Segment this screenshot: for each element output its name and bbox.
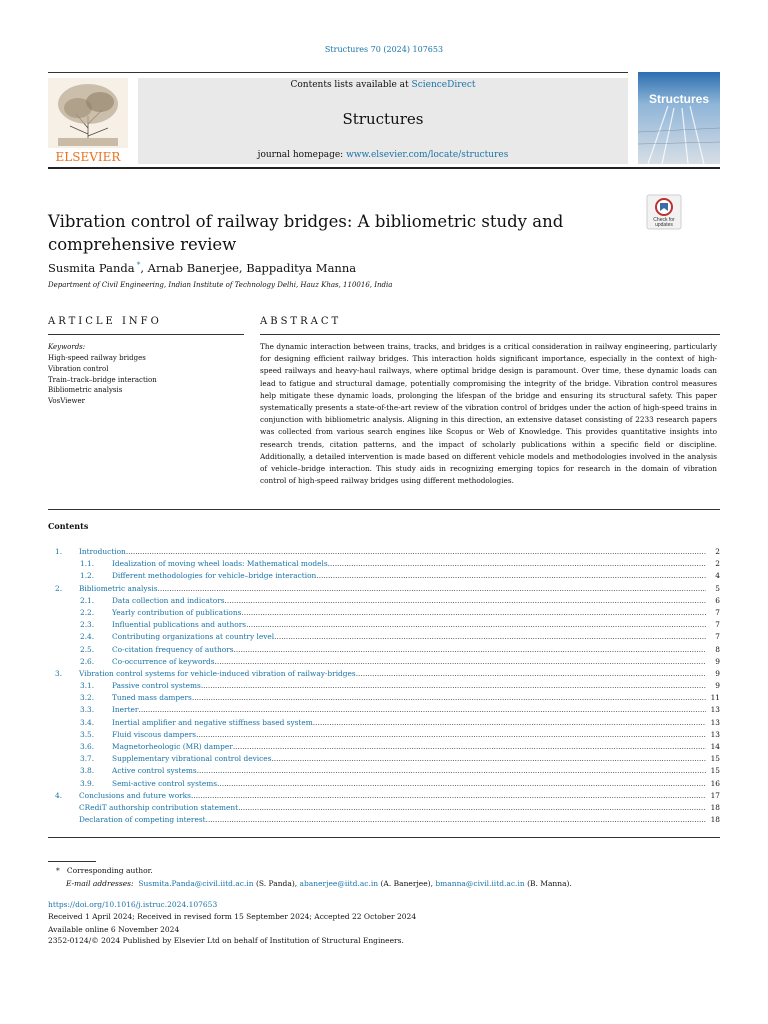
toc-page-number: 18 [710,802,720,812]
toc-page-number: 8 [715,644,720,654]
toc-leader-dots [238,802,706,814]
toc-row[interactable] [48,741,720,753]
header-bottom-rule [48,167,720,169]
toc-row[interactable] [48,717,720,729]
toc-page-number: 13 [710,717,720,727]
doi-link[interactable]: https://doi.org/10.1016/j.istruc.2024.107653 [48,900,218,909]
toc-leader-dots [196,729,706,741]
toc-title-link[interactable]: Yearly contribution of publications [112,607,242,617]
abstract-text: The dynamic interaction between trains, tracks, and bridges is a critical consideration in railway engineering, particularly for designing efficient railway bridges. This interaction holds significant importance, especially in the context of high-speed railways and heavy-haul railways, where optimal bridge design is paramount. Over time, these dynamic loads can lead to fatigue and structural damage, potentially compromising the integrity of the bridge. Vibration control measures help mitigate these dynamic loads, prolonging the lifespan of the bridge and ensuring its structural safety. This paper systematically presents a state-of-the-art review of the vibration control of bridges under the action of high-speed trains in conjunction with bibliometric analysis. Aligning in this direction, an extensive dataset consisting of 2233 research papers was collected from various search engines like Scopus or Web of Knowledge. This provides quantitative insights into research trends, citation patterns, and the impact of scholarly publications within a specific field or discipline. Additionally, a detailed intervention is made based on different vehicle models and methodologies involved in the analysis of vehicle–bridge interaction. This study aids in recognizing emerging topics for research in the domain of vibration control of high-speed railway bridges using different methodologies. [260,342,717,486]
toc-title-link[interactable]: Introduction [79,547,126,556]
toc-number: 2.5. [80,644,95,654]
footnote-rule [48,861,96,862]
toc-row[interactable] [48,765,720,777]
toc-page-number: 9 [715,656,720,666]
toc-row[interactable] [48,644,720,656]
toc-row[interactable] [48,570,720,582]
toc-number: 3.4. [80,717,95,727]
toc-number: 3.7. [80,754,95,764]
toc-number: 3.3. [80,705,95,715]
toc-title-link[interactable]: Bibliometric analysis [79,583,158,593]
toc-bottom-rule [48,837,720,838]
toc-page-number: 7 [715,620,720,630]
homepage-link[interactable]: www.elsevier.com/locate/structures [346,150,509,160]
toc-number: 1.1. [80,559,95,569]
toc-number: 2.3. [80,620,95,630]
toc-row[interactable] [48,607,720,619]
table-of-contents [48,546,720,826]
email-link[interactable]: bmanna@civil.iitd.ac.in [435,879,525,888]
keyword-item: Bibliometric analysis [48,386,123,395]
toc-title-link[interactable]: Vibration control systems for vehicle-induced vibration of railway-bridges [79,668,356,678]
toc-title-link[interactable]: Tuned mass dampers [112,693,192,703]
toc-title-link[interactable]: Different methodologies for vehicle–bridge interaction [112,571,317,581]
toc-page-number: 11 [710,693,720,703]
toc-leader-dots [233,741,706,753]
toc-page-number: 6 [715,595,720,605]
toc-title-link[interactable]: Co-citation frequency of authors [112,644,234,654]
elsevier-logo [48,78,128,164]
check-updates-line2: updates [655,222,673,228]
affiliation: Department of Civil Engineering, Indian Institute of Technology Delhi, Hauz Khas, 110016, India [48,281,393,289]
toc-leader-dots [192,692,706,704]
toc-number: 2.1. [80,595,95,605]
journal-reference[interactable]: Structures 70 (2024) 107653 [324,45,444,54]
toc-row[interactable] [48,692,720,704]
toc-leader-dots [234,644,706,656]
toc-title-link[interactable]: Passive control systems [112,681,201,691]
toc-title-link[interactable]: Fluid viscous dampers [112,729,197,739]
toc-leader-dots [241,607,706,619]
toc-row[interactable] [48,753,720,765]
toc-page-number: 2 [715,547,720,556]
keyword-item: Train–track–bridge interaction [48,375,157,384]
toc-page-number: 16 [710,778,720,788]
toc-page-number: 17 [710,790,720,800]
toc-number: 3.6. [80,742,95,751]
toc-row[interactable] [48,790,720,802]
toc-number: 2.4. [80,632,95,642]
toc-number: 2.6. [80,656,95,666]
journal-name: Structures [342,110,424,128]
toc-title-link[interactable]: Inertial amplifier and negative stiffness based system [112,717,313,727]
toc-leader-dots [126,546,706,558]
toc-page-number: 4 [715,571,720,581]
toc-row[interactable] [48,704,720,716]
toc-leader-dots [328,558,706,570]
toc-title-link[interactable]: Declaration of competing interest [79,815,206,825]
toc-row[interactable] [48,619,720,631]
header-top-rule [48,72,628,73]
toc-number: 3.1. [80,681,95,691]
toc-title-link[interactable]: Supplementary vibrational control devices [112,754,272,764]
corresponding-mark[interactable]: * [134,261,141,270]
toc-page-number: 15 [710,754,720,764]
copyright: 2352-0124/© 2024 Published by Elsevier Ltd on behalf of Institution of Structural Engineers. [48,936,404,945]
article-info-heading: ARTICLE INFO [48,316,162,327]
toc-number: 3.2. [80,693,95,703]
toc-row[interactable] [48,814,720,826]
author-first: Susmita Panda [48,261,135,275]
toc-leader-dots [313,717,706,729]
toc-leader-dots [191,790,706,802]
toc-row[interactable] [48,729,720,741]
contents-available: Contents lists available at ScienceDirect [290,80,476,90]
toc-number: 4. [55,790,63,800]
toc-title-link[interactable]: Magnetorheologic (MR) damper [112,742,233,751]
check-for-updates-icon [646,194,682,230]
abstract-heading: ABSTRACT [260,316,342,327]
toc-leader-dots [356,668,706,680]
toc-title-link[interactable]: Inerter [112,705,139,715]
toc-title-link[interactable]: Conclusions and future works [79,790,191,800]
keywords-label: Keywords: [48,343,86,351]
toc-number: 3.8. [80,766,95,776]
toc-row[interactable] [48,558,720,570]
toc-number: 3. [55,668,63,678]
article-title: Vibration control of railway bridges: A bibliometric study and comprehensive review [48,212,564,254]
check-updates-line1: Check for [653,217,675,223]
toc-page-number: 7 [715,607,720,617]
received-dates: Received 1 April 2024; Received in revised form 15 September 2024; Accepted 22 October 2024 [48,912,417,921]
keyword-item: VosViewer [48,397,86,406]
keyword-item: Vibration control [48,364,109,373]
toc-number: 2. [55,583,63,593]
toc-row[interactable] [48,583,720,595]
author-rest: , Arnab Banerjee, Bappaditya Manna [140,261,357,275]
toc-title-link[interactable]: Data collection and indicators [112,595,225,605]
toc-title-link[interactable]: Idealization of moving wheel loads: Mathematical models [112,559,328,569]
email-footnote: E-mail addresses: Susmita.Panda@civil.iitd.ac.in (S. Panda), abanerjee@iitd.ac.in (A. Banerjee), bmanna@civil.iitd.ac.in (B. Manna). [66,879,572,888]
toc-page-number: 15 [710,766,720,776]
toc-title-link[interactable]: Co-occurrence of keywords [112,656,215,666]
toc-row[interactable] [48,631,720,643]
email-link[interactable]: Susmita.Panda@civil.iitd.ac.in [138,879,254,888]
toc-title-link[interactable]: Active control systems [112,766,197,776]
keyword-item: High-speed railway bridges [48,354,146,362]
toc-row[interactable] [48,656,720,668]
toc-number: 3.9. [80,778,95,788]
toc-title-link[interactable]: Semi-active control systems [112,778,218,788]
sciencedirect-link[interactable]: ScienceDirect [411,80,476,90]
toc-leader-dots [316,570,706,582]
authors [48,261,356,275]
cover-title: Structures [648,92,710,106]
toc-leader-dots [271,753,706,765]
toc-page-number: 13 [710,729,720,739]
toc-title-link[interactable]: Contributing organizations at country level [112,632,275,642]
email-link[interactable]: abanerjee@iitd.ac.in [299,879,379,888]
toc-page-number: 7 [715,632,720,642]
toc-page-number: 9 [715,681,720,691]
toc-leader-dots [138,704,706,716]
toc-leader-dots [201,680,706,692]
toc-page-number: 5 [715,583,720,593]
toc-page-number: 18 [710,815,720,825]
toc-row[interactable] [48,680,720,692]
email-owner: (S. Panda), [253,879,300,888]
toc-leader-dots [225,595,706,607]
article-info-rule [48,334,244,335]
toc-row[interactable] [48,802,720,814]
online-date: Available online 6 November 2024 [48,925,180,934]
toc-leader-dots [274,631,706,643]
toc-leader-dots [246,619,706,631]
toc-number: 1. [55,547,63,556]
toc-page-number: 2 [715,559,720,569]
elsevier-wordmark: ELSEVIER [55,150,121,164]
toc-leader-dots [217,778,706,790]
abstract-bottom-rule [48,509,720,510]
toc-number: 1.2. [80,571,95,581]
toc-leader-dots [197,765,706,777]
abstract-rule [260,334,720,335]
check-for-updates-badge[interactable] [646,194,682,230]
toc-row[interactable] [48,668,720,680]
journal-homepage: journal homepage: www.elsevier.com/locate/structures [257,150,509,160]
toc-number: 3.5. [80,729,95,739]
journal-cover[interactable] [638,72,720,164]
email-owner: (A. Banerjee), [378,879,436,888]
corresponding-footnote: * Corresponding author. [56,866,153,875]
toc-page-number: 14 [710,742,720,751]
toc-row[interactable] [48,595,720,607]
toc-number: 2.2. [80,607,95,617]
toc-row[interactable] [48,546,720,558]
toc-page-number: 9 [715,668,720,678]
toc-title-link[interactable]: Influential publications and authors [112,620,247,630]
toc-title-link[interactable]: CRediT authorship contribution statement [79,802,239,812]
toc-leader-dots [158,583,706,595]
keywords-list [48,353,157,407]
contents-label: Contents [48,521,89,531]
email-owner: (B. Manna). [524,879,572,888]
toc-leader-dots [206,814,706,826]
toc-leader-dots [215,656,706,668]
toc-page-number: 13 [710,705,720,715]
toc-row[interactable] [48,778,720,790]
